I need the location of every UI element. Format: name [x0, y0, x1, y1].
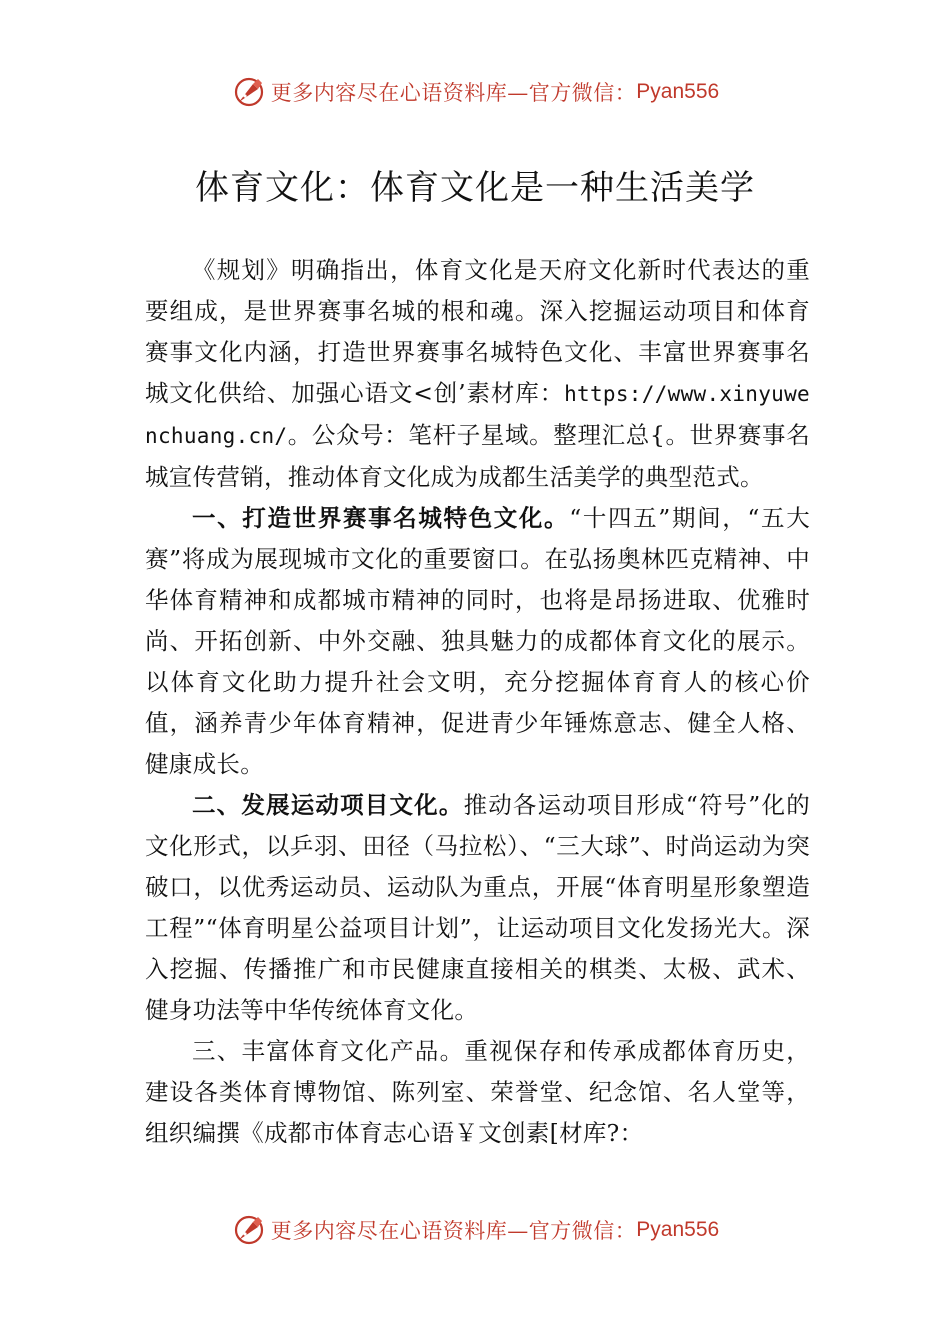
paragraph-intro [145, 250, 810, 498]
document-title: 体育文化：体育文化是一种生活美学 [195, 168, 755, 208]
pen-nib-logo-icon [231, 74, 267, 110]
section-2-text: 推动各运动项目形成“符号”化的文化形式，以乒羽、田径（马拉松）、“三大球”、时尚运动为突破口，以优秀运动员、运动队为重点，开展“体育明星形象塑造工程”“体育明星公益项目计划”，让运动项目文化发扬光大。深入挖掘、传播推广和市民健康直接相关的棋类、太极、武术、健身功法等中华传统体育文化。 [145, 791, 810, 1024]
paragraph-section-1 [145, 498, 810, 785]
paragraph-section-2 [145, 785, 810, 1031]
footer-banner-wechat: Pyan556 [636, 1218, 720, 1241]
footer-banner [0, 1210, 950, 1250]
header-banner [0, 72, 950, 112]
document-body [145, 250, 810, 1154]
section-3-text: 三、丰富体育文化产品。重视保存和传承成都体育历史， 建设各类体育博物馆、陈列室、荣誉堂、纪念馆、名人堂等， 组织编撰《成都市体育志心语￥文创素[材库?： [145, 1037, 810, 1147]
header-banner-wechat: Pyan556 [636, 80, 720, 103]
header-banner-text: 更多内容尽在心语资料库—官方微信： [270, 81, 637, 105]
section-1-text: “十四五”期间，“五大赛”将成为展现城市文化的重要窗口。在弘扬奥林匹克精神、中华体育精神和成都城市精神的同时，也将是昂扬进取、优雅时尚、开拓创新、中外交融、独具魅力的成都体育文化的展示。以体育文化助力提升社会文明，充分挖掘体育育人的核心价值，涵养青少年体育精神，促进青少年锤炼意志、健全人格、健康成长。 [145, 504, 811, 778]
footer-banner-text: 更多内容尽在心语资料库—官方微信： [270, 1219, 637, 1243]
section-2-heading: 二、发展运动项目文化。 [192, 791, 464, 819]
section-1-heading: 一、打造世界赛事名城特色文化。 [192, 504, 570, 532]
paragraph-intro-text-a: 《规划》明确指出，体育文化是天府文化新时代表达的重要组成，是世界赛事名城的根和魂。深入挖掘运动项目和体育赛事文化内涵，打造世界赛事名城特色文化、丰富世界赛事名城文化供给、加强心语文<创’素材库： [145, 256, 810, 407]
paragraph-section-3 [145, 1031, 810, 1154]
paragraph-intro-url: https://www.xinyuwenchuang.cn/ [145, 382, 810, 448]
pen-nib-logo-icon [231, 1212, 267, 1248]
paragraph-intro-text-b: 。公众号：笔杆子星域。整理汇总{。世界赛事名城宣传营销，推动体育文化成为成都生活美学的典型范式。 [145, 421, 810, 491]
